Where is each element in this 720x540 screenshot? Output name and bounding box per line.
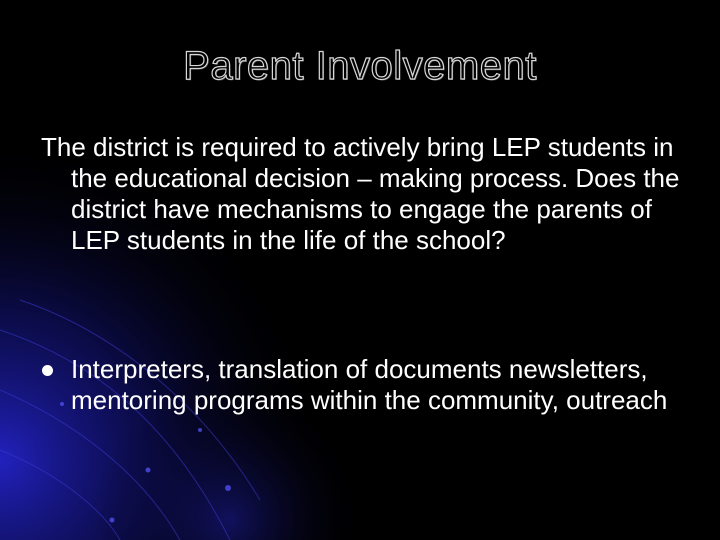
bullet-list (40, 354, 680, 416)
slide-title: Parent Involvement (183, 44, 537, 88)
bullet-text: Interpreters, translation of documents newsletters, mentoring programs within the community, outreach (71, 354, 668, 415)
bullet-icon (42, 365, 53, 376)
list-item (40, 354, 680, 416)
intro-paragraph: The district is required to actively bring LEP students in the educational decision – making process. Does the district have mechanisms to engage the parents of LEP students in the life of the school? (41, 132, 680, 255)
